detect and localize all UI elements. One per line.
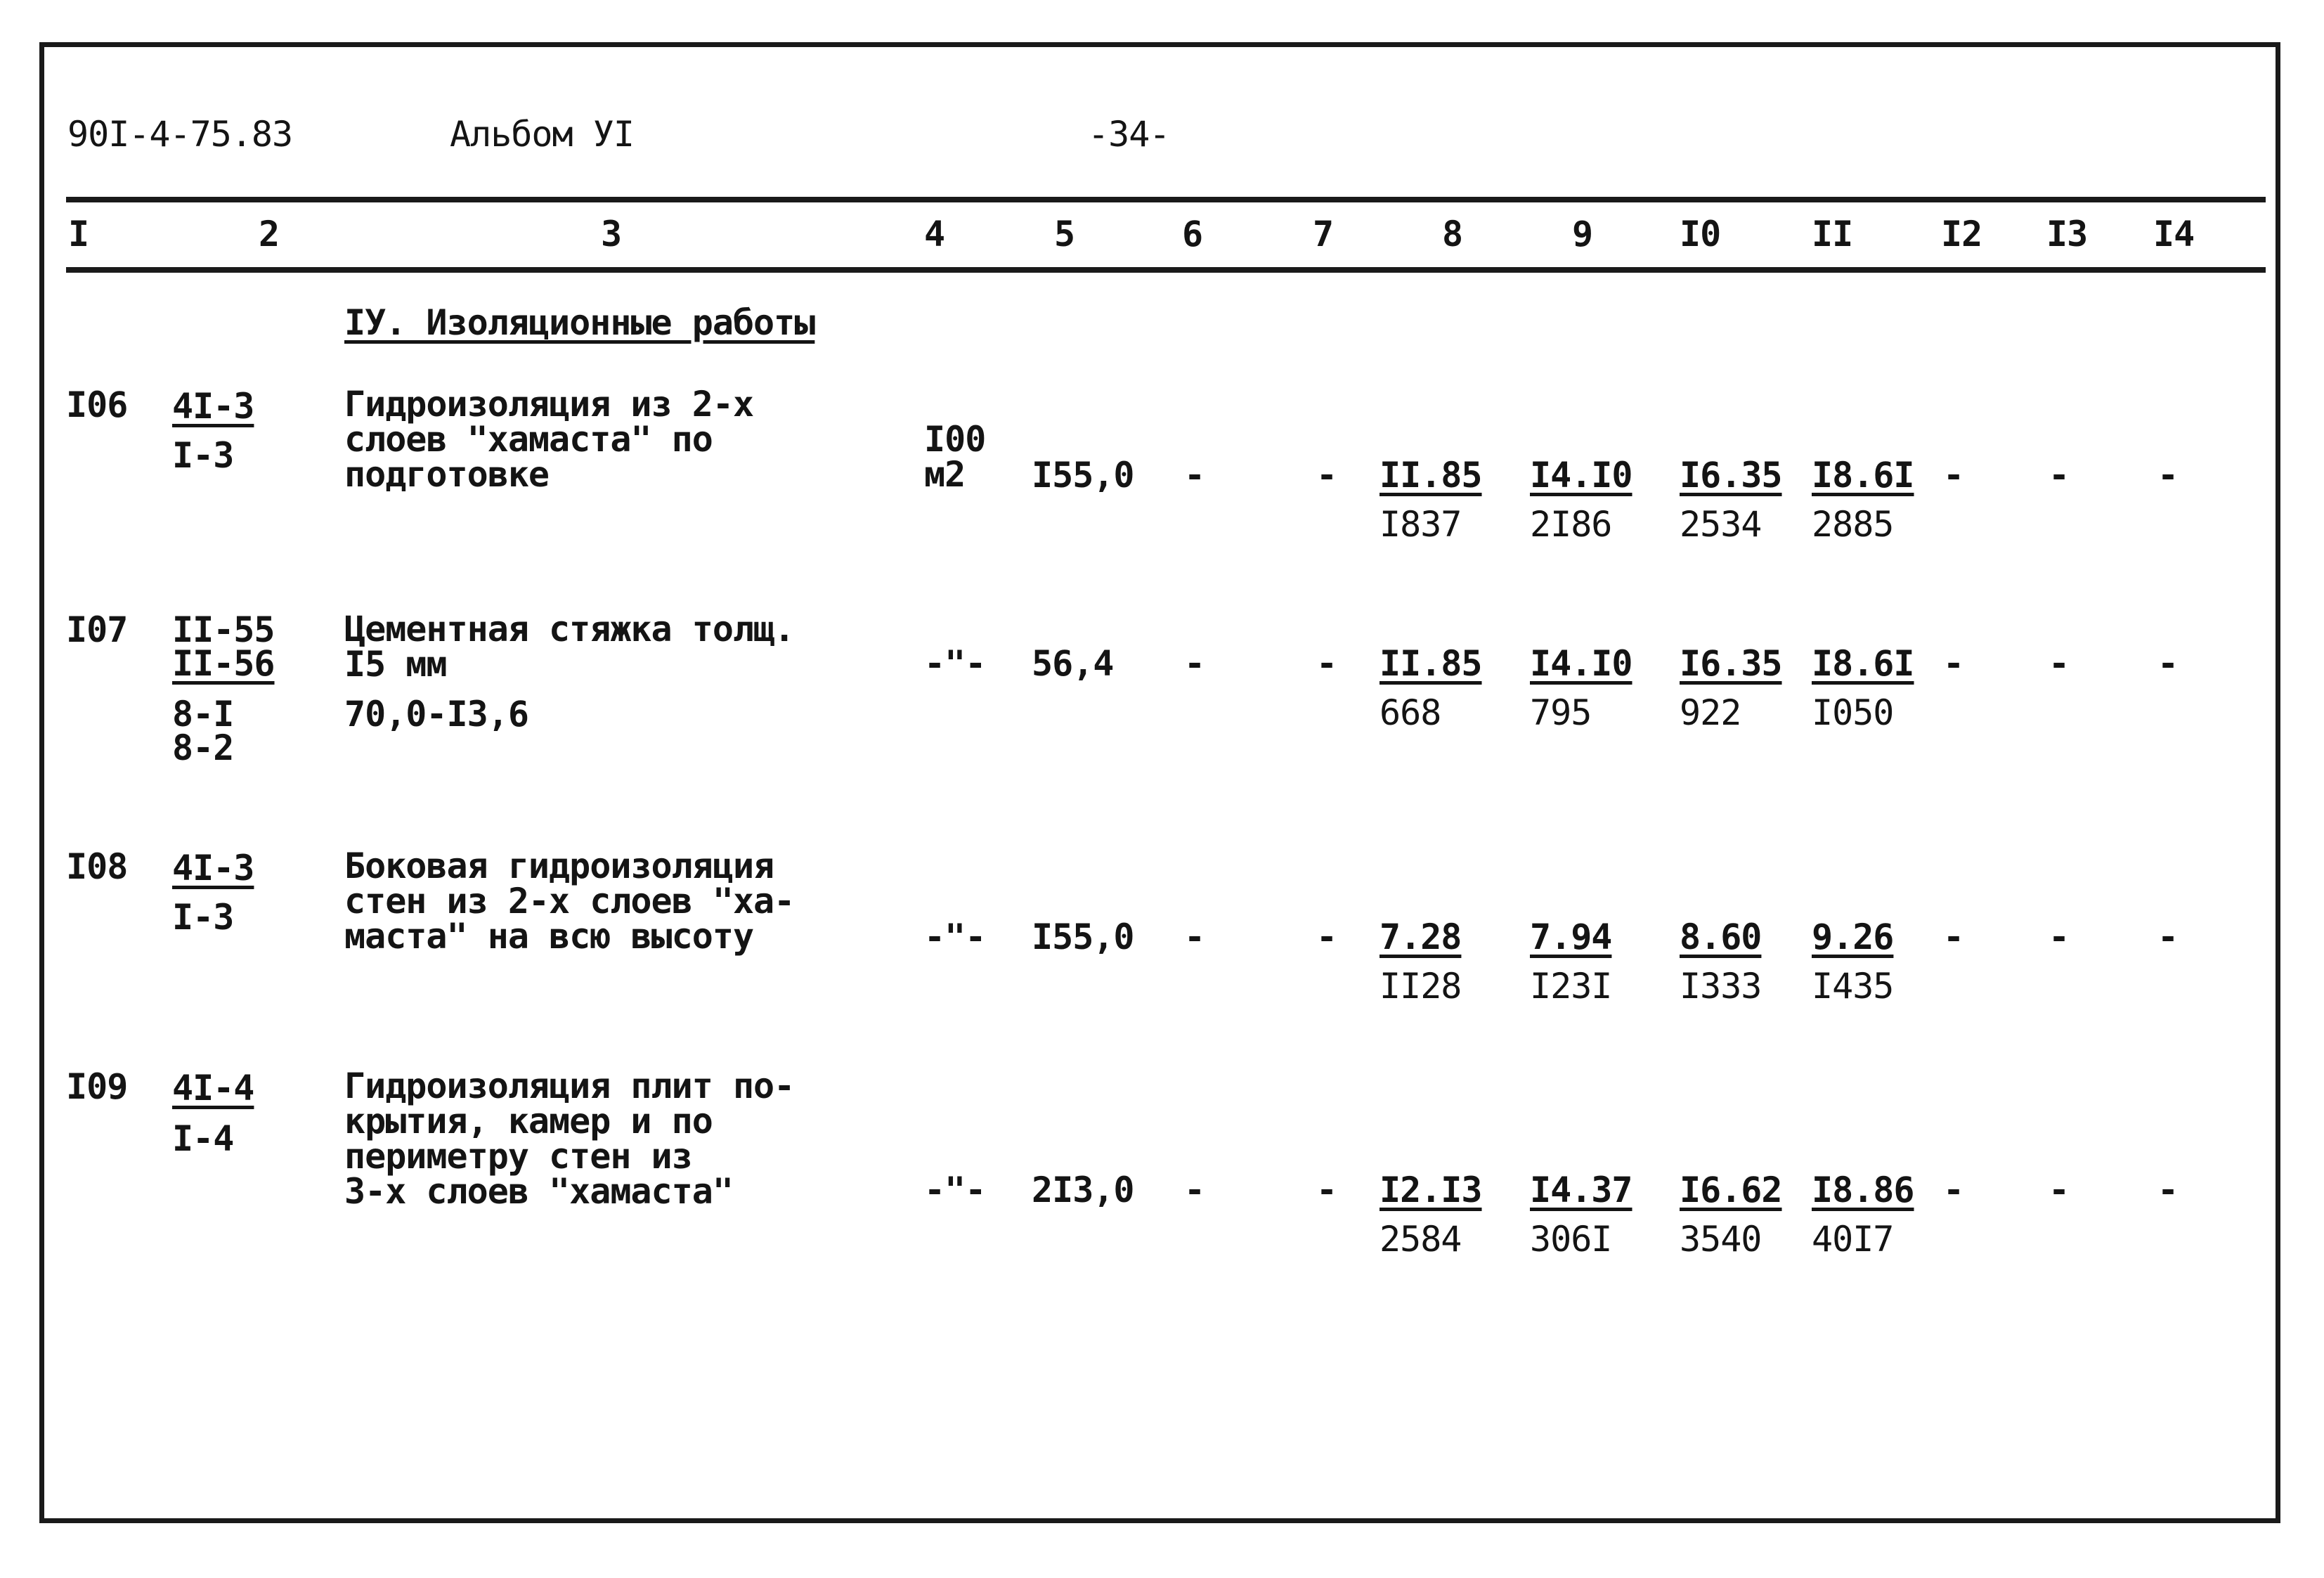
row-total-9: I23I — [1530, 966, 1612, 1007]
col-header-14: I4 — [2153, 214, 2195, 254]
row-col7: - — [1316, 1170, 1337, 1210]
row-price-8: II.85 — [1380, 455, 1482, 496]
row-description: Боковая гидроизоляция стен из 2-х слоев "ха- маста" на всю высоту — [344, 846, 795, 957]
row-description: Гидроизоляция из 2-х слоев "хамаста" по подготовке — [344, 384, 754, 495]
section-title: IУ. Изоляционные работы — [344, 302, 815, 343]
row-price-11: I8.6I — [1812, 455, 1914, 496]
row-number: I09 — [66, 1066, 128, 1107]
row-price-10: I6.35 — [1680, 643, 1782, 684]
row-ref-code: 8-I — [172, 694, 234, 735]
row-unit: -"- — [924, 643, 986, 684]
col-header-1: I — [68, 214, 89, 254]
row-price-11: I8.86 — [1812, 1170, 1914, 1210]
row-col14: - — [2157, 1170, 2179, 1210]
row-col14: - — [2157, 917, 2179, 957]
col-header-12: I2 — [1941, 214, 1982, 254]
col-header-5: 5 — [1054, 214, 1075, 254]
row-number: I07 — [66, 609, 128, 650]
row-col7: - — [1316, 455, 1337, 496]
row-price-10: 8.60 — [1680, 917, 1762, 957]
row-price-11: 9.26 — [1812, 917, 1894, 957]
row-col13: - — [2049, 643, 2070, 684]
col-header-10: I0 — [1680, 214, 1721, 254]
row-price-9: I4.37 — [1530, 1170, 1632, 1210]
col-header-6: 6 — [1182, 214, 1203, 254]
row-ref-code: I-3 — [172, 897, 234, 938]
page-number: -34- — [1088, 114, 1170, 155]
col-header-8: 8 — [1442, 214, 1463, 254]
row-price-11: I8.6I — [1812, 643, 1914, 684]
row-col6: - — [1184, 643, 1205, 684]
row-number: I08 — [66, 846, 128, 887]
row-ref-code: I-3 — [172, 435, 234, 476]
row-ref-code: 4I-3 — [172, 386, 254, 427]
row-total-10: 2534 — [1680, 504, 1762, 545]
col-header-13: I3 — [2046, 214, 2088, 254]
album-label: Альбом УI — [450, 114, 634, 155]
row-total-11: I435 — [1812, 966, 1894, 1007]
header-rule-top — [66, 197, 2266, 202]
col-header-2: 2 — [259, 214, 280, 254]
page-frame — [39, 42, 2280, 1523]
row-unit: -"- — [924, 1170, 986, 1210]
row-total-9: 2I86 — [1530, 504, 1612, 545]
row-total-8: 2584 — [1380, 1219, 1462, 1260]
row-total-10: 3540 — [1680, 1219, 1762, 1260]
row-col12: - — [1943, 1170, 1964, 1210]
col-header-3: 3 — [601, 214, 622, 254]
row-col12: - — [1943, 917, 1964, 957]
row-total-11: I050 — [1812, 692, 1894, 733]
row-price-10: I6.35 — [1680, 455, 1782, 496]
row-price-10: I6.62 — [1680, 1170, 1782, 1210]
row-ref-code: II-56 — [172, 643, 275, 684]
row-quantity: 56,4 — [1032, 643, 1114, 684]
row-price-9: 7.94 — [1530, 917, 1612, 957]
row-col13: - — [2049, 455, 2070, 496]
row-description: Цементная стяжка толщ. I5 мм — [344, 609, 795, 685]
row-price-8: II.85 — [1380, 643, 1482, 684]
row-total-10: I333 — [1680, 966, 1762, 1007]
row-total-9: 306I — [1530, 1219, 1612, 1260]
row-unit: -"- — [924, 917, 986, 957]
row-formula: 70,0-I3,6 — [344, 694, 528, 735]
row-ref-code: I-4 — [172, 1118, 234, 1159]
row-ref-code: 4I-3 — [172, 848, 254, 888]
row-col14: - — [2157, 455, 2179, 496]
row-price-9: I4.I0 — [1530, 643, 1632, 684]
row-quantity: I55,0 — [1032, 917, 1134, 957]
row-col7: - — [1316, 917, 1337, 957]
row-ref-code: 4I-4 — [172, 1068, 254, 1108]
row-price-9: I4.I0 — [1530, 455, 1632, 496]
row-unit: I00 м2 — [924, 419, 986, 495]
row-quantity: I55,0 — [1032, 455, 1134, 496]
row-col13: - — [2049, 917, 2070, 957]
col-header-11: II — [1812, 214, 1853, 254]
row-col6: - — [1184, 455, 1205, 496]
row-col12: - — [1943, 643, 1964, 684]
row-total-8: 668 — [1380, 692, 1441, 733]
row-col6: - — [1184, 1170, 1205, 1210]
row-total-8: I837 — [1380, 504, 1462, 545]
row-total-8: II28 — [1380, 966, 1462, 1007]
row-col13: - — [2049, 1170, 2070, 1210]
row-col12: - — [1943, 455, 1964, 496]
row-quantity: 2I3,0 — [1032, 1170, 1134, 1210]
doc-code: 90I-4-75.83 — [67, 114, 293, 155]
col-header-9: 9 — [1572, 214, 1593, 254]
row-total-11: 2885 — [1812, 504, 1894, 545]
col-header-4: 4 — [924, 214, 945, 254]
row-ref-code: 8-2 — [172, 727, 234, 768]
row-total-9: 795 — [1530, 692, 1592, 733]
row-description: Гидроизоляция плит по- крытия, камер и по периметру стен из 3-х слоев "хамаста" — [344, 1066, 795, 1212]
row-price-8: 7.28 — [1380, 917, 1462, 957]
row-number: I06 — [66, 384, 128, 425]
header-rule-bottom — [66, 267, 2266, 273]
row-col14: - — [2157, 643, 2179, 684]
row-col7: - — [1316, 643, 1337, 684]
row-total-11: 40I7 — [1812, 1219, 1894, 1260]
row-total-10: 922 — [1680, 692, 1741, 733]
row-ref-code: II-55 — [172, 609, 275, 650]
row-col6: - — [1184, 917, 1205, 957]
row-price-8: I2.I3 — [1380, 1170, 1482, 1210]
col-header-7: 7 — [1313, 214, 1334, 254]
